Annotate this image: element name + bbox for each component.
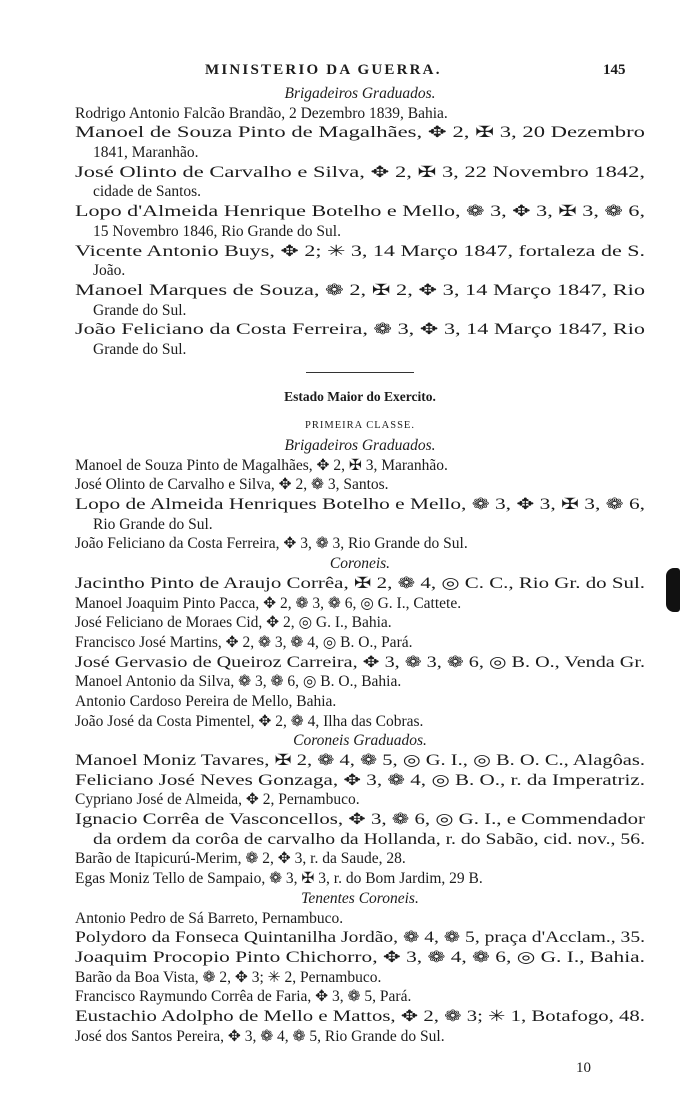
entry-line bbox=[75, 751, 645, 771]
entry-line bbox=[75, 1027, 645, 1047]
entry-continuation bbox=[75, 222, 645, 242]
entry-line-text: José Olinto de Carvalho e Silva, ✥ 2, ✠ 3, 22 Novembro 1842, bbox=[75, 163, 645, 181]
rank-heading-text: Brigadeiros Graduados. bbox=[284, 437, 436, 454]
page-header bbox=[0, 62, 693, 82]
entry-line-text: Manoel Moniz Tavares, ✠ 2, ❁ 4, ❁ 5, ◎ G. I., ◎ B. O. C., Alagôas. bbox=[75, 752, 645, 769]
entry-line-text: Manoel de Souza Pinto de Magalhães, ✥ 2, ✠ 3, Maranhão. bbox=[75, 456, 448, 474]
entry-line-text: Antonio Cardoso Pereira de Mello, Bahia. bbox=[75, 692, 337, 710]
entry-continuation bbox=[75, 830, 645, 850]
entry-line bbox=[75, 534, 645, 554]
class-label-text: PRIMEIRA CLASSE. bbox=[305, 420, 415, 432]
entry-line-text: Egas Moniz Tello de Sampaio, ❁ 3, ✠ 3, r. do Bom Jardim, 29 B. bbox=[75, 870, 483, 888]
entry-line-text: José Olinto de Carvalho e Silva, ✥ 2, ❁ 3, Santos. bbox=[75, 476, 389, 494]
entry-line bbox=[75, 928, 645, 948]
entry-line-text: Joaquim Procopio Pinto Chichorro, ✥ 3, ❁ 4, ❁ 6, ◎ G. I., Bahia. bbox=[75, 948, 645, 966]
entry-continuation bbox=[75, 340, 645, 360]
rank-heading-text: Coroneis Graduados. bbox=[293, 732, 427, 750]
entry-line bbox=[75, 594, 645, 614]
entry-line-text: Barão da Boa Vista, ❁ 2, ✥ 3; ✳ 2, Pernambuco. bbox=[75, 968, 382, 986]
entry-line-text: Lopo d'Almeida Henrique Botelho e Mello, ❁ 3, ✥ 3, ✠ 3, ❁ 6, bbox=[75, 203, 645, 221]
entry-line-text: José dos Santos Pereira, ✥ 3, ❁ 4, ❁ 5, Rio Grande do Sul. bbox=[75, 1027, 445, 1045]
entry-line-text: José Gervasio de Queiroz Carreira, ✥ 3, ❁ 3, ❁ 6, ◎ B. O., Venda Gr. bbox=[75, 653, 645, 671]
entry-line bbox=[75, 320, 645, 340]
entry-line bbox=[75, 987, 645, 1007]
entry-line-text: Manoel de Souza Pinto de Magalhães, ✥ 2, ✠ 3, 20 Dezembro bbox=[75, 124, 645, 142]
entry-continuation-text: Grande do Sul. bbox=[93, 301, 187, 319]
entry-line bbox=[75, 790, 645, 810]
rank-heading bbox=[75, 554, 645, 574]
entry-line-text: Jacintho Pinto de Araujo Corrêa, ✠ 2, ❁ 4, ◎ C. C., Rio Gr. do Sul. bbox=[75, 574, 645, 592]
rank-heading-text: Coroneis. bbox=[329, 555, 391, 573]
entry-line bbox=[75, 712, 645, 732]
entry-line-text: Barão de Itapicurú-Merim, ❁ 2, ✥ 3, r. da Saude, 28. bbox=[75, 850, 406, 868]
entry-line bbox=[75, 810, 645, 830]
entry-line bbox=[75, 123, 645, 143]
class-label bbox=[75, 416, 645, 436]
entry-line-text: João Feliciano da Costa Ferreira, ✥ 3, ❁ 3, Rio Grande do Sul. bbox=[75, 535, 468, 553]
entry-continuation bbox=[75, 301, 645, 321]
entry-line bbox=[75, 968, 645, 988]
entry-line-text: Cypriano José de Almeida, ✥ 2, Pernambuco. bbox=[75, 791, 360, 809]
section-title bbox=[75, 387, 645, 407]
entry-line-text: Manoel Antonio da Silva, ❁ 3, ❁ 6, ◎ B. O., Bahia. bbox=[75, 673, 402, 691]
entry-line bbox=[75, 495, 645, 515]
entry-line-text: Lopo de Almeida Henriques Botelho e Mello, ❁ 3, ✥ 3, ✠ 3, ❁ 6, bbox=[75, 496, 645, 514]
entry-continuation-text: João. bbox=[93, 262, 126, 280]
entry-continuation bbox=[75, 143, 645, 163]
entry-line bbox=[75, 672, 645, 692]
entry-line bbox=[75, 948, 645, 968]
entry-line-text: Manoel Joaquim Pinto Pacca, ✥ 2, ❁ 3, ❁ 6, ◎ G. I., Cattete. bbox=[75, 594, 462, 612]
entry-line-text: Francisco Raymundo Corrêa de Faria, ✥ 3, ❁ 5, Pará. bbox=[75, 988, 412, 1006]
rank-heading-text: Tenentes Coroneis. bbox=[301, 889, 419, 907]
entry-line-text: Antonio Pedro de Sá Barreto, Pernambuco. bbox=[75, 909, 344, 927]
entry-line-text: Feliciano José Neves Gonzaga, ✥ 3, ❁ 4, ◎ B. O., r. da Imperatriz. bbox=[75, 771, 645, 789]
running-title: MINISTERIO DA GUERRA. bbox=[205, 62, 442, 78]
entry-line-text: Manoel Marques de Souza, ❁ 2, ✠ 2, ✥ 3, 14 Março 1847, Rio bbox=[75, 281, 645, 299]
entry-line bbox=[75, 242, 645, 262]
entry-line bbox=[75, 202, 645, 222]
section-title-text: Estado Maior do Exercito. bbox=[284, 388, 436, 404]
entry-continuation-text: Rio Grande do Sul. bbox=[93, 515, 213, 533]
entry-continuation bbox=[75, 182, 645, 202]
entry-line-text: Eustachio Adolpho de Mello e Mattos, ✥ 2, ❁ 3; ✳ 1, Botafogo, 48. bbox=[75, 1007, 645, 1025]
entry-continuation-text: cidade de Santos. bbox=[93, 183, 202, 201]
rank-heading bbox=[75, 731, 645, 751]
entry-line bbox=[75, 633, 645, 653]
entry-continuation bbox=[75, 515, 645, 535]
entry-line bbox=[75, 869, 645, 889]
entry-line bbox=[75, 475, 645, 495]
entry-line bbox=[75, 653, 645, 673]
entry-line bbox=[75, 849, 645, 869]
page-number: 145 bbox=[603, 62, 626, 78]
page-body bbox=[75, 84, 645, 1046]
section-heading-text: Brigadeiros Graduados. bbox=[284, 85, 436, 102]
entry-line bbox=[75, 692, 645, 712]
entry-continuation-text: da ordem da corôa de carvalho da Hollanda, r. do Sabão, cid. nov., 56. bbox=[93, 830, 645, 848]
entry-line bbox=[75, 613, 645, 633]
rank-heading bbox=[75, 436, 645, 456]
ink-blot bbox=[666, 568, 680, 612]
entry-continuation-text: Grande do Sul. bbox=[93, 340, 187, 358]
entry-line-text: João José da Costa Pimentel, ✥ 2, ❁ 4, Ilha das Cobras. bbox=[75, 712, 424, 730]
entry-line bbox=[75, 909, 645, 929]
entry-line-text: João Feliciano da Costa Ferreira, ❁ 3, ✥ 3, 14 Março 1847, Rio bbox=[75, 321, 645, 339]
entry-line-text: Rodrigo Antonio Falcão Brandão, 2 Dezembro 1839, Bahia. bbox=[75, 104, 448, 122]
entry-line-text: Vicente Antonio Buys, ✥ 2; ✳ 3, 14 Março 1847, fortaleza de S. bbox=[75, 242, 645, 260]
entry-continuation-text: 15 Novembro 1846, Rio Grande do Sul. bbox=[93, 222, 341, 240]
rank-heading bbox=[75, 889, 645, 909]
entry-line-text: Polydoro da Fonseca Quintanilha Jordão, ❁ 4, ❁ 5, praça d'Acclam., 35. bbox=[75, 929, 645, 947]
entry-line bbox=[75, 456, 645, 476]
section-divider bbox=[306, 372, 414, 373]
entry-continuation bbox=[75, 261, 645, 281]
entry-line-text: José Feliciano de Moraes Cid, ✥ 2, ◎ G. I., Bahia. bbox=[75, 614, 392, 632]
signature-mark: 10 bbox=[576, 1060, 591, 1076]
entry-line-text: Ignacio Corrêa de Vasconcellos, ✥ 3, ❁ 6, ◎ G. I., e Commendador bbox=[75, 811, 645, 829]
entry-line bbox=[75, 771, 645, 791]
entry-continuation-text: 1841, Maranhão. bbox=[93, 144, 199, 162]
section-heading bbox=[75, 84, 645, 104]
entry-line bbox=[75, 1007, 645, 1027]
entry-line bbox=[75, 574, 645, 594]
entry-line-text: Francisco José Martins, ✥ 2, ❁ 3, ❁ 4, ◎ B. O., Pará. bbox=[75, 633, 413, 651]
entry-line bbox=[75, 163, 645, 183]
entry-line bbox=[75, 104, 645, 124]
entry-line bbox=[75, 281, 645, 301]
